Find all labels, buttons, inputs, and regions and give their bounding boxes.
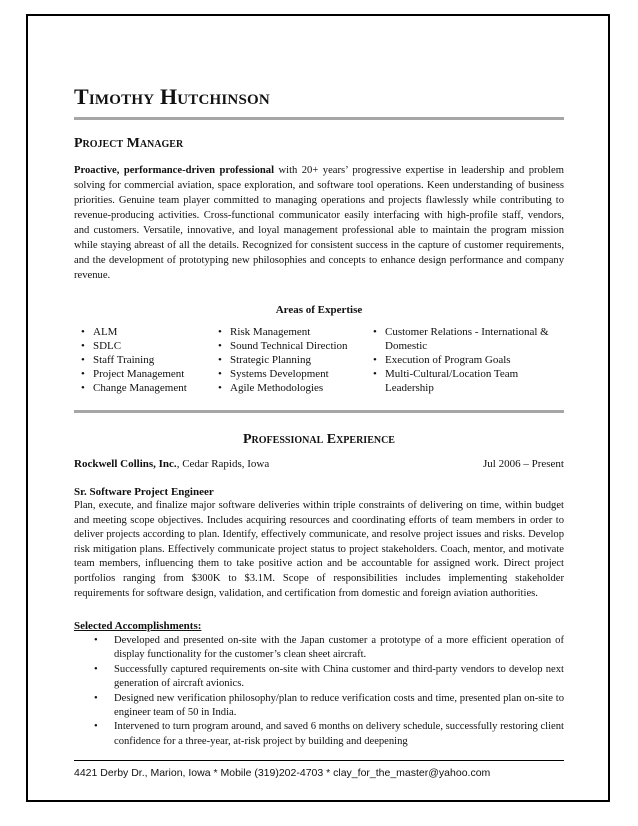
expertise-item: • Risk Management <box>215 325 365 339</box>
employer-line <box>74 458 564 470</box>
candidate-name: Timothy Hutchinson <box>74 84 270 109</box>
expertise-item: • Sound Technical Direction <box>215 339 365 353</box>
position-description: Plan, execute, and finalize major software deliveries within triple constraints of delivering on time, within budget and meeting scope objectives. Includes acquiring resources and coordinating efforts of team members in order to deliver projects according to plan. Identify, effectively communicate, and resolve project issues and risks. Develop risk mitigation plans. Effectively communicate project status to project stakeholders. Coach, mentor, and motivate team members, influencing them to take positive action and be accountable for assigned work. Direct project portfolios ranging from $300K to $3.1M. Scope of responsibilities includes implementing stakeholder requirements for software design, validation, and certification from domestic and foreign aviation authorities. <box>74 500 564 599</box>
employment-dates: Jul 2006 – Present <box>483 458 564 470</box>
footer-divider <box>74 760 564 761</box>
experience-heading: Professional Experience <box>243 432 395 447</box>
accomplishments-heading: Selected Accomplishments: <box>74 620 202 632</box>
contact-footer: 4421 Derby Dr., Marion, Iowa * Mobile (319)202-4703 * clay_for_the_master@yahoo.com <box>74 767 491 779</box>
expertise-item: • Staff Training <box>78 353 208 367</box>
summary-text: with 20+ years’ progressive expertise in leadership and problem solving for commercial aviation, space exploration, and software tool operations. Keen understanding of business priorities. Genuine team player committed to managing operations and projects flawlessly while contributing to revenue-producing activities. Cross-functional communicator easily interfacing with high-profile staff, vendors, and customers. Versatile, innovative, and loyal management professional able to maintain the program mission while staying abreast of all the details. Recognized for consistent success in the capture of customer requirements, and the development of prototyping new philosophies and concepts to enhance design performance and company revenue. <box>74 165 564 281</box>
company-name: Rockwell Collins, Inc. <box>74 458 177 470</box>
section-divider <box>74 410 564 413</box>
expertise-item: • Multi-Cultural/Location Team Leadership <box>370 367 560 395</box>
expertise-item: • Systems Development <box>215 367 365 381</box>
professional-summary <box>74 163 564 283</box>
expertise-item: • ALM <box>78 325 208 339</box>
expertise-item: • Agile Methodologies <box>215 381 365 395</box>
header-divider <box>74 117 564 120</box>
accomplishment-item: • Successfully captured requirements on-site with China customer and third-party vendors to develop next generation of aircraft avionics. <box>92 663 564 692</box>
expertise-column-2 <box>215 325 365 395</box>
expertise-item: • Project Management <box>78 367 208 381</box>
accomplishment-item: • Developed and presented on-site with the Japan customer a prototype of a more efficient operation of display functionality for the customer’s clean sheet aircraft. <box>92 634 564 663</box>
accomplishment-item: • Designed new verification philosophy/plan to reduce verification costs and time, presented plan on-site to engineer team of 50 in India. <box>92 692 564 721</box>
expertise-column-3 <box>370 325 560 395</box>
position-title: Sr. Software Project Engineer <box>74 486 214 498</box>
expertise-item: • Execution of Program Goals <box>370 353 560 367</box>
expertise-column-1 <box>78 325 208 395</box>
accomplishments-list <box>92 634 564 749</box>
expertise-item: • Strategic Planning <box>215 353 365 367</box>
areas-of-expertise-heading: Areas of Expertise <box>275 304 363 316</box>
accomplishment-item: • Intervened to turn program around, and saved 6 months on delivery schedule, successfully restoring client confidence for a three-year, at-risk project by building and deepening <box>92 720 564 749</box>
summary-lead: Proactive, performance-driven professional <box>74 165 275 176</box>
company-location: , Cedar Rapids, Iowa <box>176 458 270 470</box>
expertise-item: • SDLC <box>78 339 208 353</box>
expertise-item: • Change Management <box>78 381 208 395</box>
job-role-title: Project Manager <box>74 136 184 151</box>
expertise-item: • Customer Relations - International & Domestic <box>370 325 560 353</box>
